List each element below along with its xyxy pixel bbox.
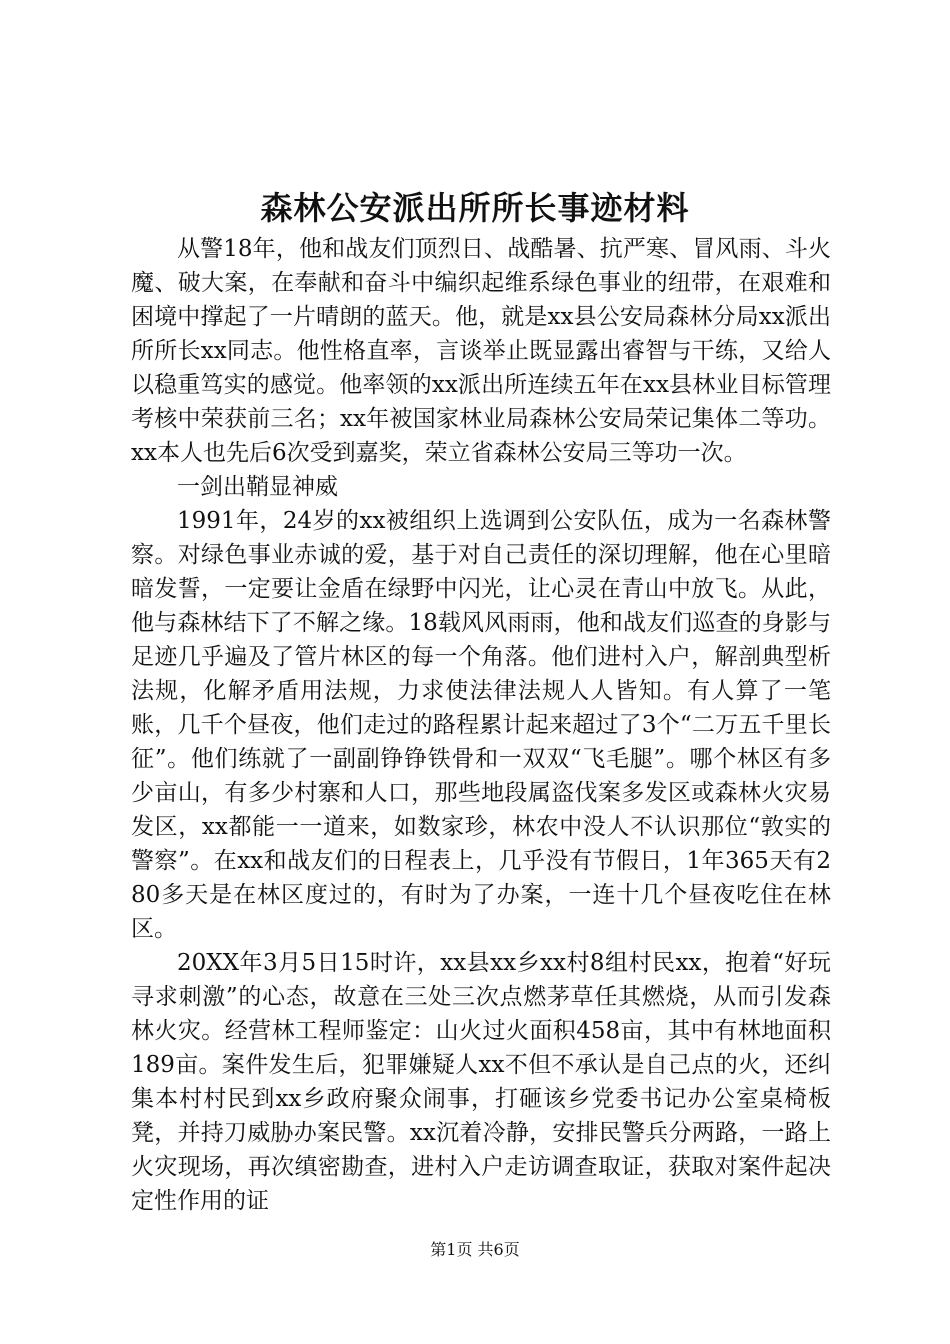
document-title: 森林公安派出所所长事迹材料 [260, 189, 690, 227]
page-footer: 第1页 共6页 [430, 1240, 520, 1259]
paragraph-career: 1991年，24岁的xx被组织上选调到公安队伍，成为一名森林警察。对绿色事业赤诚的爱，基于对自己责任的深切理解，他在心里暗暗发誓，一定要让金盾在绿野中闪光，让心灵在青山中放飞。从此，他与森林结下了不解之缘。18载风风雨雨，他和战友们巡查的身影与足迹几乎遍及了管片林区的每一个角落。他们进村入户，解剖典型析法规，化解矛盾用法规，力求使法律法规人人皆知。有人算了一笔账，几千个昼夜，他们走过的路程累计起来超过了3个“二万五千里长征”。他们练就了一副副铮铮铁骨和一双双“飞毛腿”。哪个林区有多少亩山，有多少村寨和人口，那些地段属盗伐案多发区或森林火灾易发区，xx都能一一道来，如数家珍，林农中没人不认识那位“敦实的警察”。在xx和战友们的日程表上，几乎没有节假日，1年365天有280多天是在林区度过的，有时为了办案，一连十几个昼夜吃住在林区。 [131, 508, 831, 942]
document-body [131, 232, 831, 1218]
paragraph-case: 20XX年3月5日15时许，xx县xx乡xx村8组村民xx，抱着“好玩寻求刺激”的心态，故意在三处三次点燃茅草任其燃烧，从而引发森林火灾。经营林工程师鉴定：山火过火面积458亩，其中有林地面积189亩。案件发生后，犯罪嫌疑人xx不但不承认是自己点的火，还纠集本村村民到xx乡政府聚众闹事，打砸该乡党委书记办公室桌椅板凳，并持刀威胁办案民警。xx沉着冷静，安排民警兵分两路，一路上火灾现场，再次缜密勘查，进村入户走访调查取证，获取对案件起决定性作用的证 [131, 950, 831, 1214]
section-heading: 一剑出鞘显神威 [177, 474, 338, 500]
paragraph-intro: 从警18年，他和战友们顶烈日、战酷暑、抗严寒、冒风雨、斗火魔、破大案，在奉献和奋斗中编织起维系绿色事业的纽带，在艰难和困境中撑起了一片晴朗的蓝天。他，就是xx县公安局森林分局xx派出所所长xx同志。他性格直率，言谈举止既显露出睿智与干练，又给人以稳重笃实的感觉。他率领的xx派出所连续五年在xx县林业目标管理考核中荣获前三名；xx年被国家林业局森林公安局荣记集体二等功。xx本人也先后6次受到嘉奖，荣立省森林公安局三等功一次。 [131, 236, 831, 466]
